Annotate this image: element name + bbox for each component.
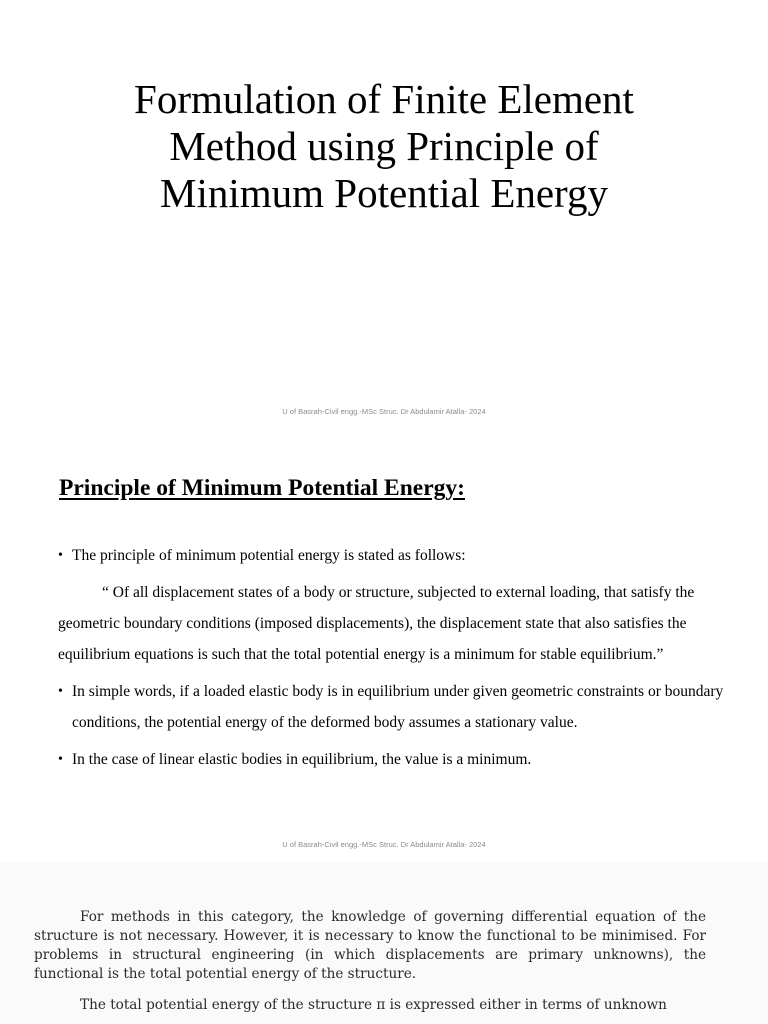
paragraph: The total potential energy of the structure π is expressed either in terms of unknown <box>80 997 667 1013</box>
scanned-text-page <box>0 862 768 1024</box>
bullet-item <box>58 744 738 775</box>
bullet-item <box>58 676 738 738</box>
bullet-text: The principle of minimum potential energy is stated as follows: <box>72 547 466 564</box>
title-line-3: Minimum Potential Energy <box>160 170 608 216</box>
principle-slide <box>0 432 768 862</box>
bullet-text: In the case of linear elastic bodies in equilibrium, the value is a minimum. <box>72 751 532 768</box>
slide-footer: U of Basrah-Civil engg.-MSc Struc. Dr Abdulamir Atalla- 2024 <box>282 840 486 849</box>
bullet-icon: • <box>58 684 63 699</box>
paragraph: For methods in this category, the knowledge of governing differential equation of the structure is not necessary. However, it is necessary to know the functional to be minimised. For problems in structural engineering (in which displacements are primary unknowns), the functional is the total potential energy of the structure. <box>34 909 706 982</box>
title-line-2: Method using Principle of <box>169 123 599 169</box>
bullet-icon: • <box>58 548 63 563</box>
slide-title <box>60 76 708 217</box>
bullet-icon: • <box>58 752 63 767</box>
title-slide <box>0 0 768 432</box>
title-line-1: Formulation of Finite Element <box>134 76 634 122</box>
scanned-body <box>34 908 706 1024</box>
section-heading: Principle of Minimum Potential Energy: <box>59 475 465 501</box>
slide-footer: U of Basrah-Civil engg.-MSc Struc. Dr Abdulamir Atalla- 2024 <box>282 407 486 416</box>
slide-body <box>58 540 738 775</box>
quotation-text: “ Of all displacement states of a body or structure, subjected to external loading, that satisfy the geometric boundary conditions (imposed displacements), the displacement state that also satisfies the equilibrium equations is such that the total potential energy is a minimum for stable equilibrium.” <box>58 584 695 663</box>
bullet-item <box>58 540 738 571</box>
bullet-text: In simple words, if a loaded elastic body is in equilibrium under given geometric constraints or boundary conditions, the potential energy of the deformed body assumes a stationary value. <box>72 683 724 731</box>
